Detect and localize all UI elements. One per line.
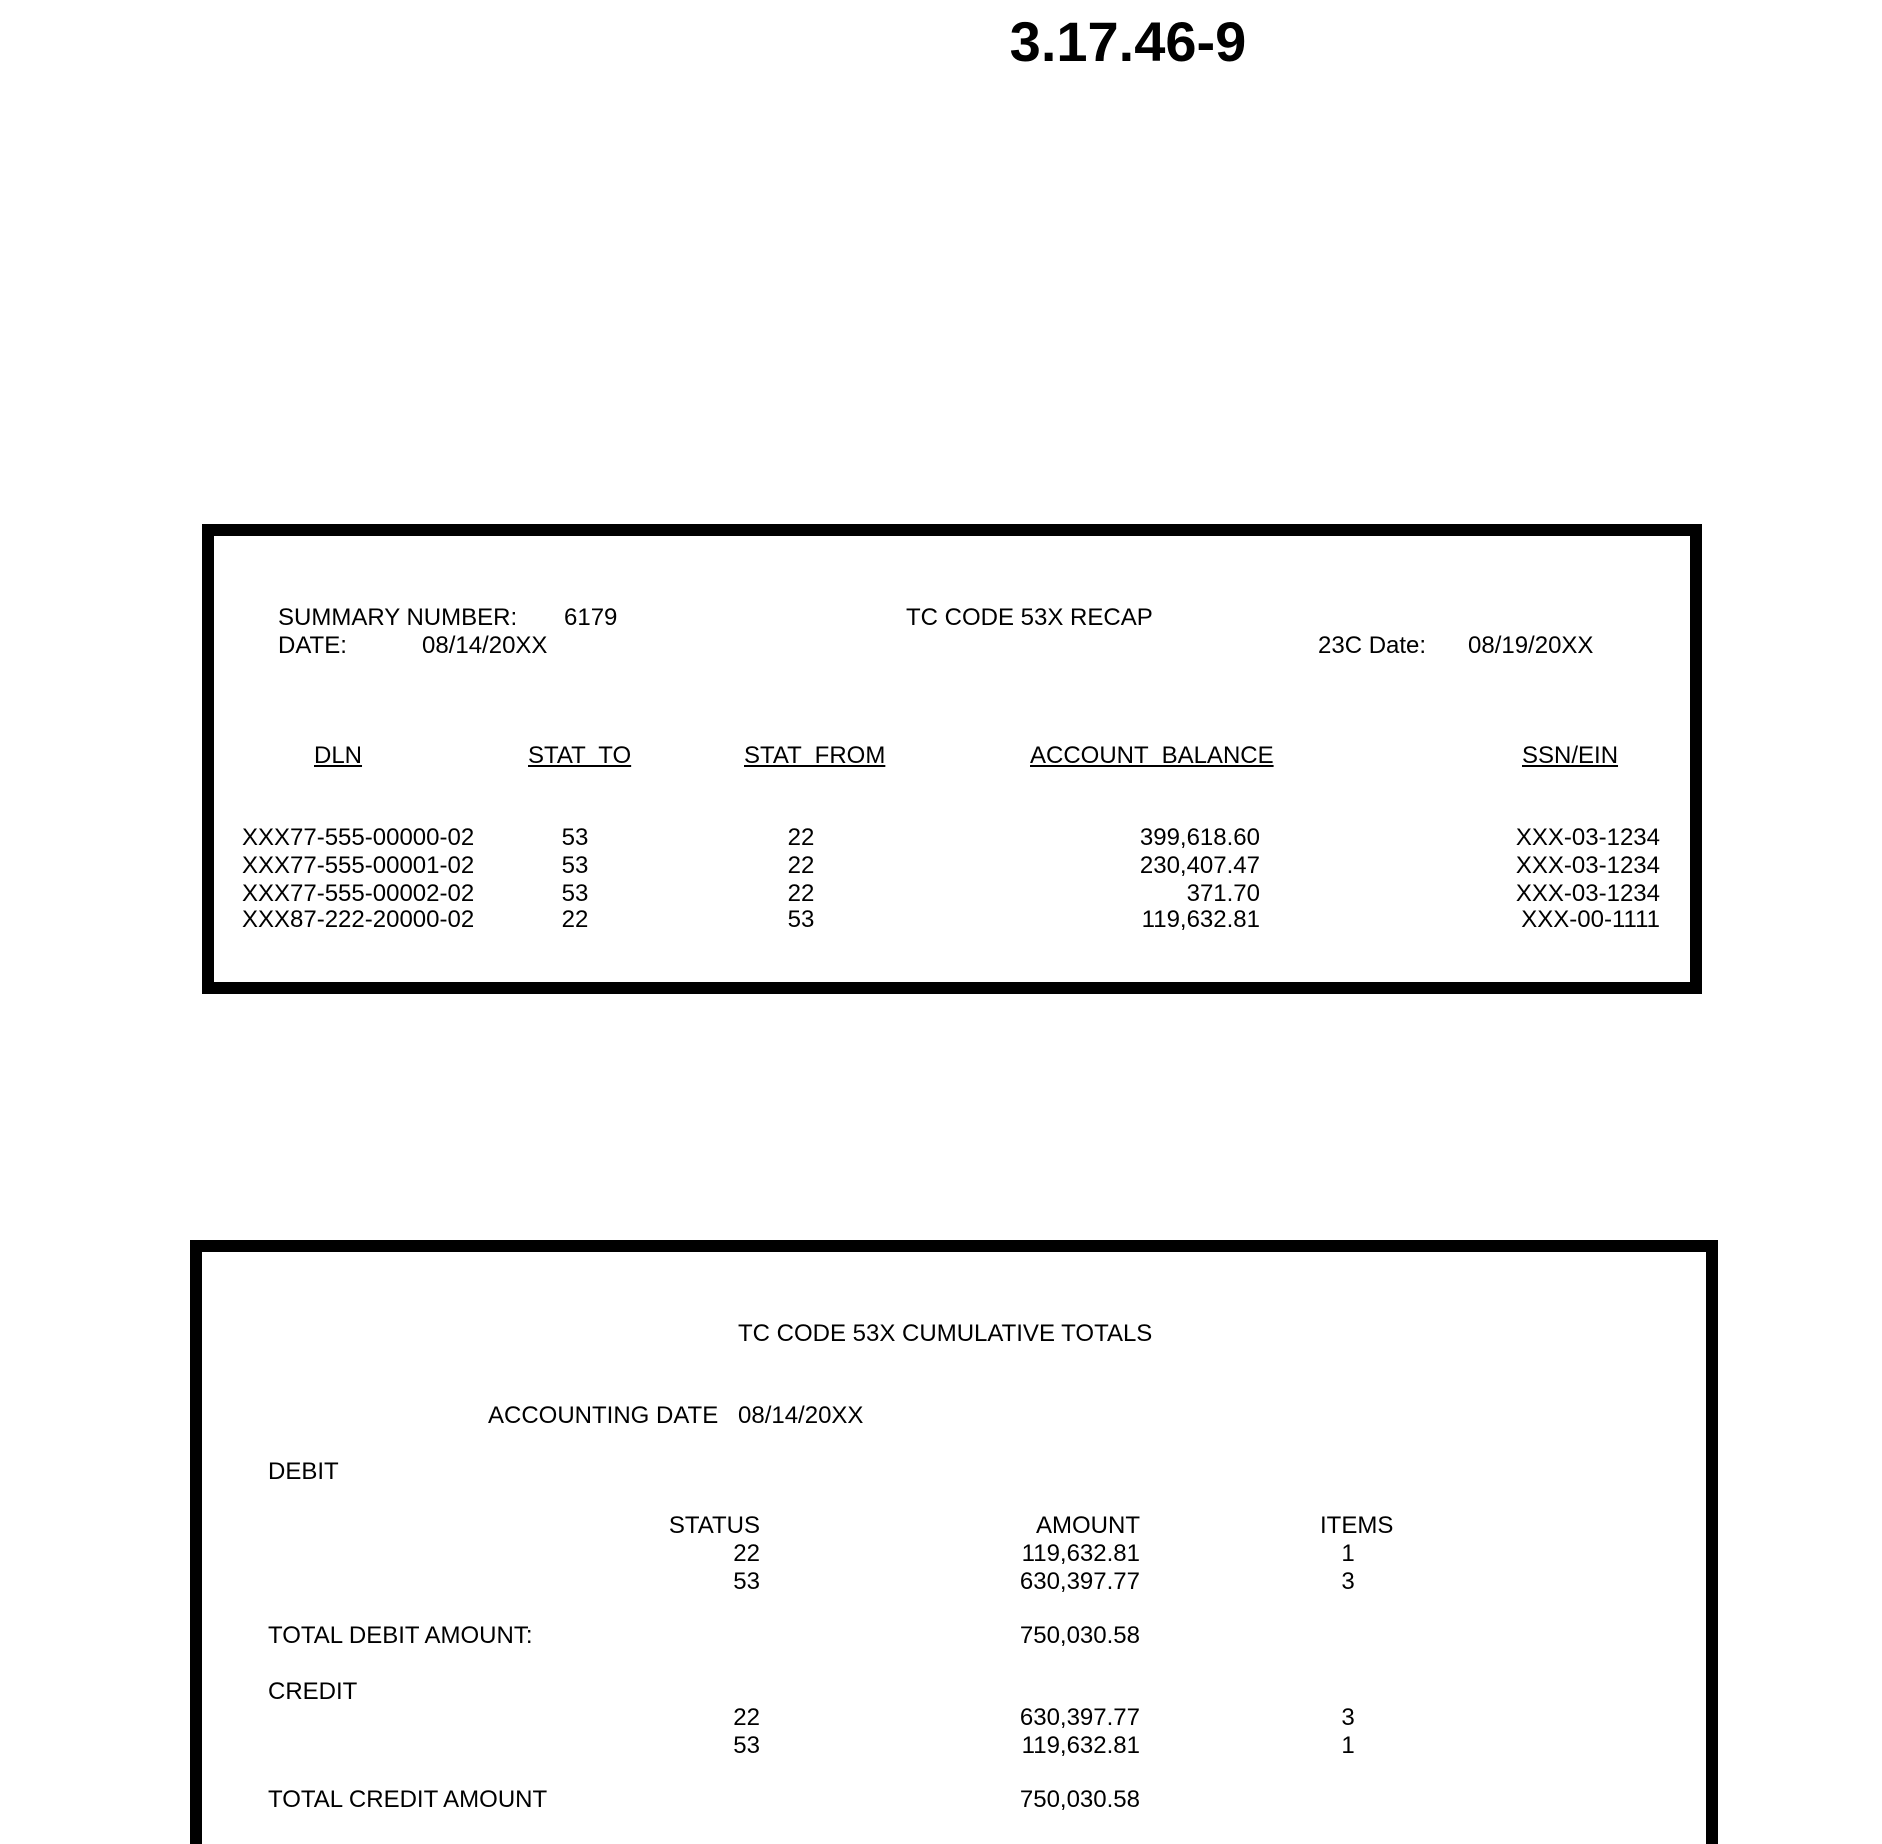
table-row-dln: XXX77-555-00001-02	[242, 852, 475, 879]
col-header-stat-from: STAT FROM	[744, 742, 886, 769]
accounting-date-value: 08/14/20XX	[738, 1402, 864, 1429]
table-row-ssn: XXX-03-1234	[1515, 880, 1660, 907]
credit-row-status: 22	[733, 1704, 760, 1731]
date-23c-label: 23C Date:	[1318, 632, 1427, 659]
col-header-amount: AMOUNT	[1036, 1512, 1140, 1539]
debit-row-status: 22	[733, 1540, 760, 1567]
table-row-ssn: XXX-03-1234	[1515, 852, 1660, 879]
summary-number-value: 6179	[564, 604, 618, 631]
table-row-balance: 230,407.47	[1139, 852, 1260, 879]
recap-title: TC CODE 53X RECAP	[906, 604, 1153, 631]
debit-row-amount: 119,632.81	[1021, 1540, 1140, 1567]
table-row-stat-to: 53	[561, 824, 589, 851]
debit-row-amount: 630,397.77	[1019, 1568, 1140, 1595]
debit-row-items: 3	[1341, 1568, 1355, 1595]
debit-row-status: 53	[733, 1568, 760, 1595]
table-row-stat-to: 53	[561, 852, 589, 879]
col-header-ssn-ein: SSN/EIN	[1522, 742, 1619, 769]
total-credit-label: TOTAL CREDIT AMOUNT	[268, 1786, 548, 1813]
page-number: 3.17.46-9	[1009, 10, 1247, 73]
col-header-items: ITEMS	[1320, 1512, 1394, 1539]
col-header-status: STATUS	[668, 1512, 760, 1539]
col-header-dln: DLN	[314, 742, 363, 769]
col-header-stat-to: STAT TO	[528, 742, 632, 769]
credit-row-items: 1	[1341, 1732, 1355, 1759]
table-row-stat-from: 22	[787, 852, 815, 879]
credit-row-status: 53	[733, 1732, 760, 1759]
date-value: 08/14/20XX	[422, 632, 548, 659]
table-row-ssn: XXX-00-1111	[1521, 906, 1660, 933]
table-row-dln: XXX77-555-00002-02	[242, 880, 475, 907]
table-row-balance: 399,618.60	[1139, 824, 1260, 851]
table-row-stat-to: 53	[561, 880, 589, 907]
table-row-stat-to: 22	[561, 906, 589, 933]
col-header-account-balance: ACCOUNT BALANCE	[1030, 742, 1274, 769]
date-label: DATE:	[278, 632, 347, 659]
credit-row-items: 3	[1341, 1704, 1355, 1731]
date-23c-value: 08/19/20XX	[1468, 632, 1594, 659]
table-row-balance: 371.70	[1186, 880, 1260, 907]
table-row-balance: 119,632.81	[1141, 906, 1260, 933]
table-row-dln: XXX77-555-00000-02	[242, 824, 475, 851]
summary-number-label: SUMMARY NUMBER:	[278, 604, 518, 631]
totals-title: TC CODE 53X CUMULATIVE TOTALS	[738, 1320, 1153, 1347]
total-debit-label: TOTAL DEBIT AMOUNT:	[268, 1622, 533, 1649]
debit-row-items: 1	[1341, 1540, 1355, 1567]
table-row-dln: XXX87-222-20000-02	[242, 906, 475, 933]
table-row-stat-from: 53	[787, 906, 815, 933]
table-row-stat-from: 22	[787, 880, 815, 907]
credit-label: CREDIT	[268, 1678, 358, 1705]
debit-label: DEBIT	[268, 1458, 339, 1485]
table-row-ssn: XXX-03-1234	[1515, 824, 1660, 851]
table-row-stat-from: 22	[787, 824, 815, 851]
total-credit-value: 750,030.58	[1019, 1786, 1140, 1813]
accounting-date-label: ACCOUNTING DATE	[488, 1402, 719, 1429]
credit-row-amount: 119,632.81	[1021, 1732, 1140, 1759]
total-debit-value: 750,030.58	[1019, 1622, 1140, 1649]
credit-row-amount: 630,397.77	[1019, 1704, 1140, 1731]
